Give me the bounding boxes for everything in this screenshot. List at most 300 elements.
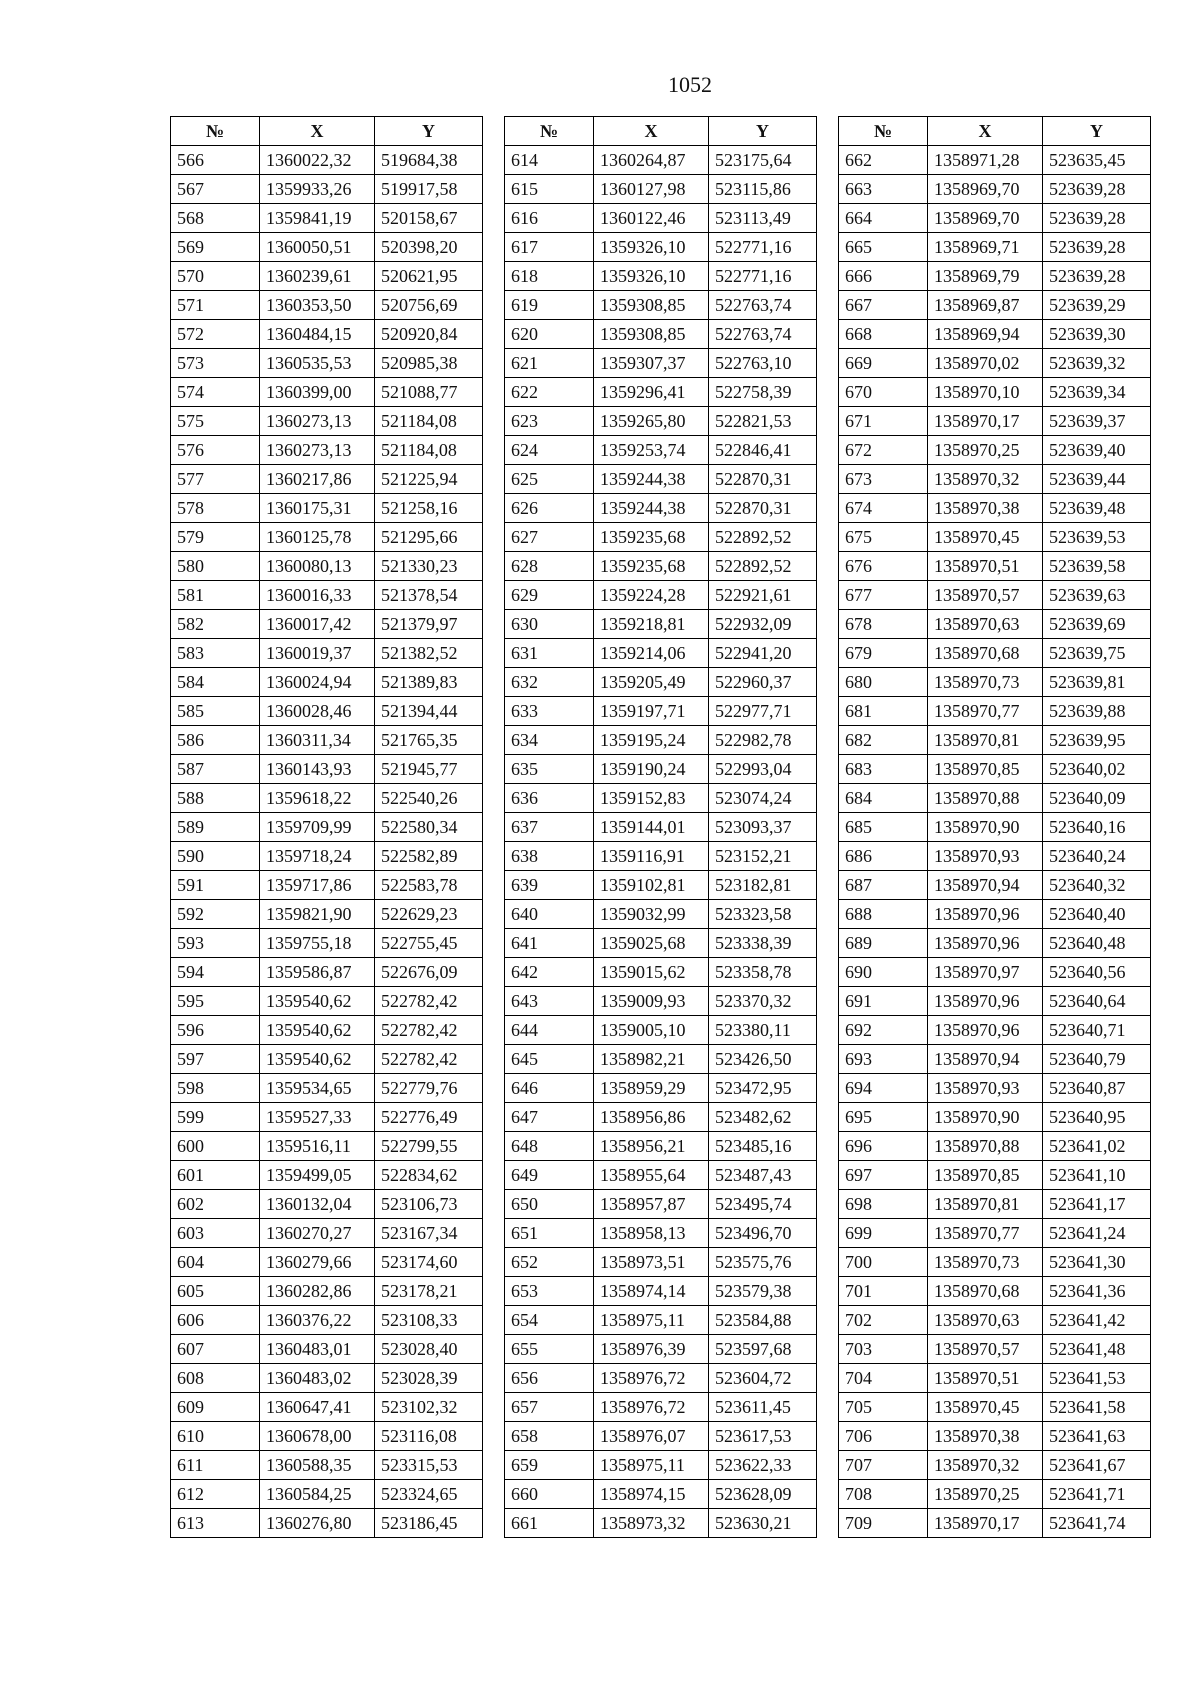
table-row (171, 175, 483, 204)
cell-y: 523496,70 (709, 1219, 817, 1248)
cell-y: 523639,63 (1043, 581, 1151, 610)
cell-y: 523635,45 (1043, 146, 1151, 175)
table-row (839, 204, 1151, 233)
cell-x: 1359717,86 (260, 871, 375, 900)
cell-number: 662 (839, 146, 928, 175)
cell-x: 1360122,46 (594, 204, 709, 233)
cell-x: 1359253,74 (594, 436, 709, 465)
cell-y: 523640,95 (1043, 1103, 1151, 1132)
table-row (505, 436, 817, 465)
cell-y: 523639,88 (1043, 697, 1151, 726)
cell-x: 1358970,73 (928, 1248, 1043, 1277)
cell-y: 523641,24 (1043, 1219, 1151, 1248)
cell-number: 697 (839, 1161, 928, 1190)
cell-y: 523315,53 (375, 1451, 483, 1480)
cell-number: 641 (505, 929, 594, 958)
table-row (505, 1103, 817, 1132)
cell-x: 1360353,50 (260, 291, 375, 320)
header-number: № (505, 117, 594, 146)
cell-number: 584 (171, 668, 260, 697)
table-row (171, 929, 483, 958)
cell-x: 1358970,25 (928, 1480, 1043, 1509)
table-row (839, 668, 1151, 697)
cell-number: 621 (505, 349, 594, 378)
table-row (171, 1335, 483, 1364)
cell-y: 522782,42 (375, 1016, 483, 1045)
coordinate-tables (170, 116, 1151, 1538)
table-row (839, 1306, 1151, 1335)
table-row (505, 610, 817, 639)
cell-y: 523324,65 (375, 1480, 483, 1509)
table-row (171, 523, 483, 552)
header-x: X (260, 117, 375, 146)
table-row (171, 1190, 483, 1219)
cell-y: 523640,71 (1043, 1016, 1151, 1045)
cell-number: 680 (839, 668, 928, 697)
table-row (505, 1451, 817, 1480)
table-row (839, 1364, 1151, 1393)
cell-y: 523028,40 (375, 1335, 483, 1364)
cell-number: 638 (505, 842, 594, 871)
cell-x: 1358970,51 (928, 1364, 1043, 1393)
cell-number: 615 (505, 175, 594, 204)
table-row (839, 871, 1151, 900)
cell-y: 520398,20 (375, 233, 483, 262)
cell-y: 523639,37 (1043, 407, 1151, 436)
table-row (171, 1480, 483, 1509)
cell-x: 1359718,24 (260, 842, 375, 871)
cell-y: 522982,78 (709, 726, 817, 755)
cell-x: 1359586,87 (260, 958, 375, 987)
table-row (171, 320, 483, 349)
cell-x: 1358970,10 (928, 378, 1043, 407)
table-row (505, 1219, 817, 1248)
cell-x: 1358970,45 (928, 1393, 1043, 1422)
cell-x: 1358969,70 (928, 175, 1043, 204)
cell-y: 523579,38 (709, 1277, 817, 1306)
cell-x: 1360175,31 (260, 494, 375, 523)
cell-number: 675 (839, 523, 928, 552)
cell-x: 1359244,38 (594, 494, 709, 523)
table-row (505, 842, 817, 871)
cell-y: 521765,35 (375, 726, 483, 755)
cell-y: 523640,79 (1043, 1045, 1151, 1074)
cell-number: 651 (505, 1219, 594, 1248)
cell-number: 600 (171, 1132, 260, 1161)
cell-number: 574 (171, 378, 260, 407)
cell-y: 523639,53 (1043, 523, 1151, 552)
cell-x: 1358956,86 (594, 1103, 709, 1132)
cell-x: 1359308,85 (594, 320, 709, 349)
table-row (505, 378, 817, 407)
cell-y: 523575,76 (709, 1248, 817, 1277)
cell-number: 684 (839, 784, 928, 813)
cell-x: 1359540,62 (260, 1045, 375, 1074)
cell-x: 1359307,37 (594, 349, 709, 378)
table-row (171, 581, 483, 610)
table-row (839, 958, 1151, 987)
cell-y: 522892,52 (709, 523, 817, 552)
cell-x: 1360132,04 (260, 1190, 375, 1219)
cell-number: 688 (839, 900, 928, 929)
cell-y: 523115,86 (709, 175, 817, 204)
cell-number: 703 (839, 1335, 928, 1364)
cell-x: 1358970,94 (928, 871, 1043, 900)
cell-number: 685 (839, 813, 928, 842)
table-row (505, 233, 817, 262)
cell-number: 692 (839, 1016, 928, 1045)
cell-y: 522629,23 (375, 900, 483, 929)
table-row (505, 1132, 817, 1161)
cell-x: 1358970,51 (928, 552, 1043, 581)
cell-y: 522941,20 (709, 639, 817, 668)
cell-y: 523640,56 (1043, 958, 1151, 987)
cell-number: 603 (171, 1219, 260, 1248)
cell-x: 1358974,14 (594, 1277, 709, 1306)
cell-y: 522771,16 (709, 233, 817, 262)
cell-y: 523641,74 (1043, 1509, 1151, 1538)
cell-x: 1360019,37 (260, 639, 375, 668)
cell-y: 523639,28 (1043, 233, 1151, 262)
cell-number: 696 (839, 1132, 928, 1161)
cell-x: 1358969,79 (928, 262, 1043, 291)
cell-number: 587 (171, 755, 260, 784)
cell-number: 637 (505, 813, 594, 842)
cell-x: 1358970,88 (928, 784, 1043, 813)
cell-number: 575 (171, 407, 260, 436)
cell-x: 1358959,29 (594, 1074, 709, 1103)
table-row (505, 755, 817, 784)
cell-y: 521088,77 (375, 378, 483, 407)
coordinate-table-1 (170, 116, 483, 1538)
table-row (839, 320, 1151, 349)
table-row (171, 465, 483, 494)
cell-x: 1358970,96 (928, 1016, 1043, 1045)
table-row (505, 639, 817, 668)
table-row (171, 871, 483, 900)
cell-y: 523640,02 (1043, 755, 1151, 784)
cell-y: 523641,67 (1043, 1451, 1151, 1480)
cell-number: 669 (839, 349, 928, 378)
cell-y: 523028,39 (375, 1364, 483, 1393)
cell-x: 1358957,87 (594, 1190, 709, 1219)
cell-number: 602 (171, 1190, 260, 1219)
cell-x: 1359265,80 (594, 407, 709, 436)
cell-x: 1360017,42 (260, 610, 375, 639)
coordinate-table-2 (504, 116, 817, 1538)
cell-x: 1358970,73 (928, 668, 1043, 697)
cell-x: 1358970,90 (928, 813, 1043, 842)
cell-y: 521394,44 (375, 697, 483, 726)
cell-number: 601 (171, 1161, 260, 1190)
table-row (839, 1132, 1151, 1161)
cell-number: 576 (171, 436, 260, 465)
cell-x: 1360050,51 (260, 233, 375, 262)
cell-number: 626 (505, 494, 594, 523)
cell-number: 639 (505, 871, 594, 900)
cell-y: 522834,62 (375, 1161, 483, 1190)
cell-y: 523639,95 (1043, 726, 1151, 755)
table-row (839, 1480, 1151, 1509)
table-row (839, 639, 1151, 668)
cell-number: 582 (171, 610, 260, 639)
cell-y: 522763,74 (709, 320, 817, 349)
table-row (505, 987, 817, 1016)
cell-y: 523622,33 (709, 1451, 817, 1480)
table-row (505, 726, 817, 755)
cell-number: 573 (171, 349, 260, 378)
cell-number: 653 (505, 1277, 594, 1306)
table-row (171, 1016, 483, 1045)
cell-y: 523093,37 (709, 813, 817, 842)
table-row (171, 639, 483, 668)
cell-x: 1359618,22 (260, 784, 375, 813)
table-row (505, 784, 817, 813)
cell-x: 1358976,39 (594, 1335, 709, 1364)
cell-number: 659 (505, 1451, 594, 1480)
cell-number: 686 (839, 842, 928, 871)
cell-y: 519917,58 (375, 175, 483, 204)
cell-number: 594 (171, 958, 260, 987)
cell-x: 1359015,62 (594, 958, 709, 987)
table-row (839, 378, 1151, 407)
cell-y: 523639,44 (1043, 465, 1151, 494)
table-row (171, 1277, 483, 1306)
table-row (839, 146, 1151, 175)
cell-y: 523182,81 (709, 871, 817, 900)
table-row (171, 1132, 483, 1161)
cell-y: 522763,10 (709, 349, 817, 378)
cell-x: 1359214,06 (594, 639, 709, 668)
cell-y: 523597,68 (709, 1335, 817, 1364)
cell-number: 664 (839, 204, 928, 233)
cell-y: 521330,23 (375, 552, 483, 581)
cell-number: 661 (505, 1509, 594, 1538)
cell-y: 521295,66 (375, 523, 483, 552)
cell-y: 522821,53 (709, 407, 817, 436)
table-row (839, 494, 1151, 523)
cell-y: 523338,39 (709, 929, 817, 958)
table-row (839, 842, 1151, 871)
table-row (171, 900, 483, 929)
cell-y: 522799,55 (375, 1132, 483, 1161)
cell-number: 654 (505, 1306, 594, 1335)
header-x: X (594, 117, 709, 146)
cell-x: 1360016,33 (260, 581, 375, 610)
cell-number: 623 (505, 407, 594, 436)
cell-x: 1358970,68 (928, 639, 1043, 668)
cell-x: 1359005,10 (594, 1016, 709, 1045)
cell-number: 649 (505, 1161, 594, 1190)
cell-y: 523186,45 (375, 1509, 483, 1538)
cell-y: 522892,52 (709, 552, 817, 581)
cell-x: 1358970,96 (928, 900, 1043, 929)
table-row (839, 813, 1151, 842)
table-row (839, 929, 1151, 958)
cell-x: 1359190,24 (594, 755, 709, 784)
cell-number: 585 (171, 697, 260, 726)
cell-number: 698 (839, 1190, 928, 1219)
cell-y: 523482,62 (709, 1103, 817, 1132)
cell-x: 1358970,63 (928, 1306, 1043, 1335)
cell-x: 1358970,68 (928, 1277, 1043, 1306)
cell-number: 578 (171, 494, 260, 523)
cell-number: 650 (505, 1190, 594, 1219)
cell-number: 705 (839, 1393, 928, 1422)
cell-x: 1358970,38 (928, 494, 1043, 523)
cell-number: 608 (171, 1364, 260, 1393)
cell-number: 644 (505, 1016, 594, 1045)
cell-y: 522755,45 (375, 929, 483, 958)
cell-number: 695 (839, 1103, 928, 1132)
header-y: Y (375, 117, 483, 146)
cell-y: 522540,26 (375, 784, 483, 813)
table-row (171, 233, 483, 262)
cell-y: 523113,49 (709, 204, 817, 233)
cell-y: 523617,53 (709, 1422, 817, 1451)
cell-number: 589 (171, 813, 260, 842)
cell-number: 676 (839, 552, 928, 581)
cell-y: 522977,71 (709, 697, 817, 726)
table-row (171, 1509, 483, 1538)
cell-x: 1360483,01 (260, 1335, 375, 1364)
table-row (839, 784, 1151, 813)
cell-number: 687 (839, 871, 928, 900)
table-row (171, 1161, 483, 1190)
cell-number: 699 (839, 1219, 928, 1248)
cell-number: 679 (839, 639, 928, 668)
cell-y: 523323,58 (709, 900, 817, 929)
cell-number: 691 (839, 987, 928, 1016)
cell-y: 523640,16 (1043, 813, 1151, 842)
cell-x: 1358975,11 (594, 1451, 709, 1480)
cell-y: 523641,48 (1043, 1335, 1151, 1364)
cell-number: 628 (505, 552, 594, 581)
cell-x: 1358969,70 (928, 204, 1043, 233)
table-row (505, 1190, 817, 1219)
cell-x: 1359308,85 (594, 291, 709, 320)
cell-x: 1360143,93 (260, 755, 375, 784)
cell-number: 588 (171, 784, 260, 813)
cell-y: 523639,48 (1043, 494, 1151, 523)
cell-number: 591 (171, 871, 260, 900)
table-row (171, 1364, 483, 1393)
cell-number: 593 (171, 929, 260, 958)
cell-x: 1358970,88 (928, 1132, 1043, 1161)
header-y: Y (1043, 117, 1151, 146)
table-row (839, 523, 1151, 552)
cell-x: 1360022,32 (260, 146, 375, 175)
table-row (171, 987, 483, 1016)
cell-number: 660 (505, 1480, 594, 1509)
cell-number: 569 (171, 233, 260, 262)
cell-x: 1358970,45 (928, 523, 1043, 552)
cell-x: 1358970,17 (928, 407, 1043, 436)
cell-number: 579 (171, 523, 260, 552)
cell-y: 521945,77 (375, 755, 483, 784)
cell-number: 618 (505, 262, 594, 291)
table-row (505, 813, 817, 842)
cell-x: 1359755,18 (260, 929, 375, 958)
table-row (171, 1103, 483, 1132)
cell-y: 523641,36 (1043, 1277, 1151, 1306)
cell-number: 629 (505, 581, 594, 610)
cell-number: 634 (505, 726, 594, 755)
cell-number: 630 (505, 610, 594, 639)
cell-number: 597 (171, 1045, 260, 1074)
header-y: Y (709, 117, 817, 146)
cell-y: 521382,52 (375, 639, 483, 668)
table-row (839, 697, 1151, 726)
cell-y: 520621,95 (375, 262, 483, 291)
cell-number: 604 (171, 1248, 260, 1277)
cell-number: 643 (505, 987, 594, 1016)
cell-x: 1359195,24 (594, 726, 709, 755)
cell-number: 595 (171, 987, 260, 1016)
table-row (171, 784, 483, 813)
table-row (839, 465, 1151, 494)
cell-number: 648 (505, 1132, 594, 1161)
cell-y: 522771,16 (709, 262, 817, 291)
cell-x: 1359224,28 (594, 581, 709, 610)
cell-x: 1360647,41 (260, 1393, 375, 1422)
table-row (171, 349, 483, 378)
cell-number: 580 (171, 552, 260, 581)
header-x: X (928, 117, 1043, 146)
cell-x: 1358970,90 (928, 1103, 1043, 1132)
cell-y: 521378,54 (375, 581, 483, 610)
cell-x: 1358970,17 (928, 1509, 1043, 1538)
cell-x: 1360311,34 (260, 726, 375, 755)
cell-y: 522932,09 (709, 610, 817, 639)
cell-number: 690 (839, 958, 928, 987)
cell-x: 1358970,77 (928, 1219, 1043, 1248)
cell-number: 566 (171, 146, 260, 175)
cell-x: 1358955,64 (594, 1161, 709, 1190)
table-row (505, 523, 817, 552)
cell-number: 583 (171, 639, 260, 668)
cell-x: 1358970,93 (928, 842, 1043, 871)
table-row (171, 436, 483, 465)
cell-y: 523639,28 (1043, 204, 1151, 233)
cell-y: 523639,34 (1043, 378, 1151, 407)
cell-x: 1360588,35 (260, 1451, 375, 1480)
cell-y: 522779,76 (375, 1074, 483, 1103)
cell-y: 523495,74 (709, 1190, 817, 1219)
cell-x: 1358969,71 (928, 233, 1043, 262)
cell-y: 523074,24 (709, 784, 817, 813)
table-row (839, 1016, 1151, 1045)
cell-x: 1360584,25 (260, 1480, 375, 1509)
cell-y: 522960,37 (709, 668, 817, 697)
cell-number: 647 (505, 1103, 594, 1132)
cell-number: 668 (839, 320, 928, 349)
cell-y: 523640,64 (1043, 987, 1151, 1016)
table-header-row (505, 117, 817, 146)
cell-y: 523639,30 (1043, 320, 1151, 349)
cell-number: 693 (839, 1045, 928, 1074)
cell-y: 523639,28 (1043, 262, 1151, 291)
cell-y: 523485,16 (709, 1132, 817, 1161)
cell-number: 655 (505, 1335, 594, 1364)
table-row (505, 958, 817, 987)
cell-x: 1360273,13 (260, 436, 375, 465)
cell-x: 1360239,61 (260, 262, 375, 291)
cell-y: 523639,32 (1043, 349, 1151, 378)
cell-number: 701 (839, 1277, 928, 1306)
cell-number: 572 (171, 320, 260, 349)
cell-y: 523641,17 (1043, 1190, 1151, 1219)
